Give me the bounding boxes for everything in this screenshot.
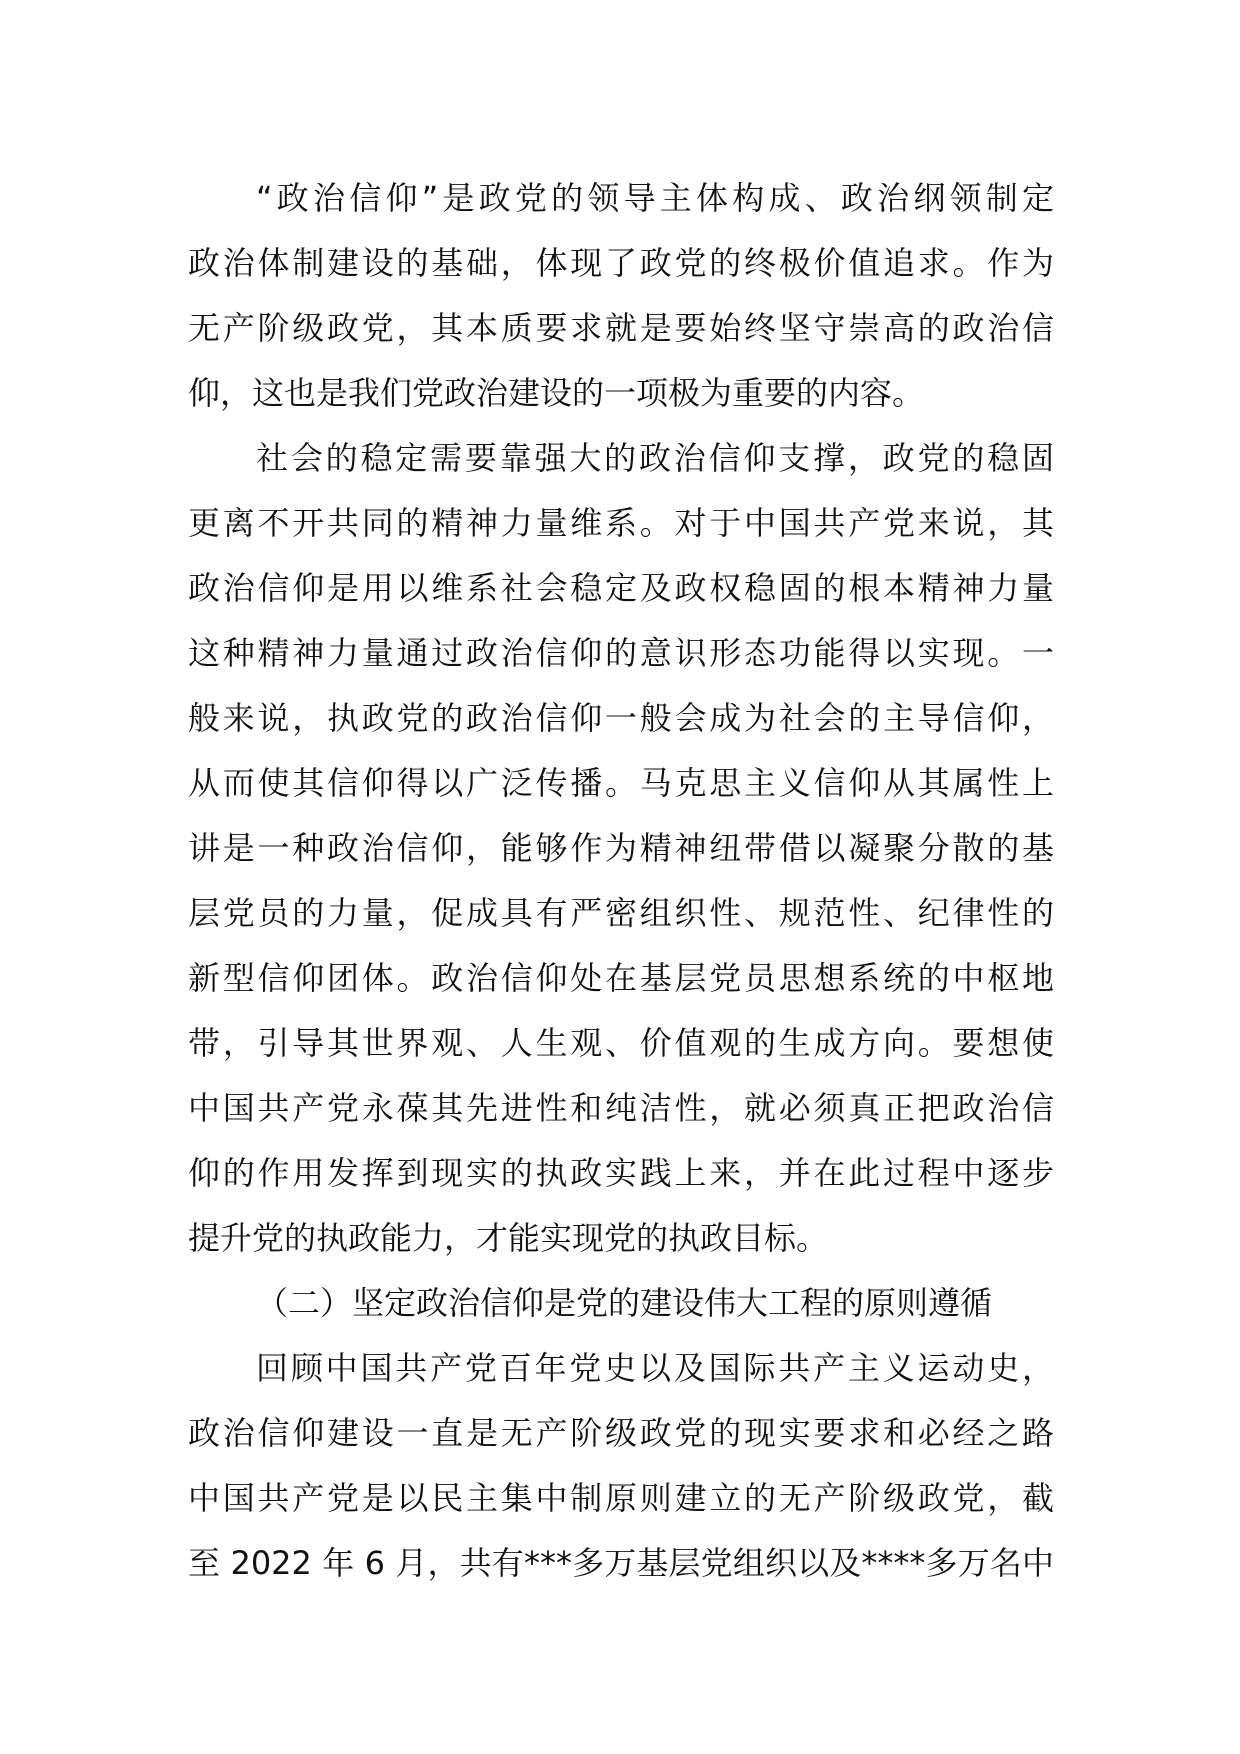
- text-line: 层党员的力量，促成具有严密组织性、规范性、纪律性的: [188, 894, 1054, 932]
- text-line: 提升党的执政能力，才能实现党的执政目标。: [188, 1219, 829, 1257]
- text-line: 至 2022 年 6 月，共有***多万基层党组织以及****多万名中: [188, 1544, 1054, 1582]
- text-line: 政治体制建设的基础，体现了政党的终极价值追求。作为: [188, 244, 1054, 282]
- paragraph-social-stability: [188, 426, 1054, 1271]
- text-line: 社会的稳定需要靠强大的政治信仰支撑，政党的稳固: [256, 439, 1054, 477]
- text-line: “政治信仰”是政党的领导主体构成、政治纲领制定: [256, 179, 1054, 217]
- text-line: 这种精神力量通过政治信仰的意识形态功能得以实现。一: [188, 634, 1054, 672]
- text-line: 中国共产党是以民主集中制原则建立的无产阶级政党，截: [188, 1479, 1054, 1517]
- text-line: 更离不开共同的精神力量维系。对于中国共产党来说，其: [188, 504, 1054, 542]
- text-line: 无产阶级政党，其本质要求就是要始终坚守崇高的政治信: [188, 309, 1054, 347]
- text-line: 中国共产党永葆其先进性和纯洁性，就必须真正把政治信: [188, 1089, 1054, 1127]
- paragraph-party-history: [188, 1336, 1054, 1596]
- text-line: 政治信仰建设一直是无产阶级政党的现实要求和必经之路: [188, 1414, 1054, 1452]
- text-line: 回顾中国共产党百年党史以及国际共产主义运动史，: [256, 1349, 1054, 1387]
- text-line: 仰的作用发挥到现实的执政实践上来，并在此过程中逐步: [188, 1154, 1054, 1192]
- text-line: 政治信仰是用以维系社会稳定及政权稳固的根本精神力量: [188, 569, 1054, 607]
- section-heading: [188, 1271, 1054, 1336]
- section-heading-text: （二）坚定政治信仰是党的建设伟大工程的原则遵循: [256, 1284, 993, 1322]
- text-line: 从而使其信仰得以广泛传播。马克思主义信仰从其属性上: [188, 764, 1054, 802]
- paragraph-political-belief-definition: [188, 166, 1054, 426]
- text-line: 仰，这也是我们党政治建设的一项极为重要的内容。: [188, 374, 925, 412]
- document-body: [188, 166, 1054, 1596]
- text-line: 带，引导其世界观、人生观、价值观的生成方向。要想使: [188, 1024, 1054, 1062]
- text-line: 讲是一种政治信仰，能够作为精神纽带借以凝聚分散的基: [188, 829, 1054, 867]
- text-line: 般来说，执政党的政治信仰一般会成为社会的主导信仰，: [188, 699, 1054, 737]
- text-line: 新型信仰团体。政治信仰处在基层党员思想系统的中枢地: [188, 959, 1054, 997]
